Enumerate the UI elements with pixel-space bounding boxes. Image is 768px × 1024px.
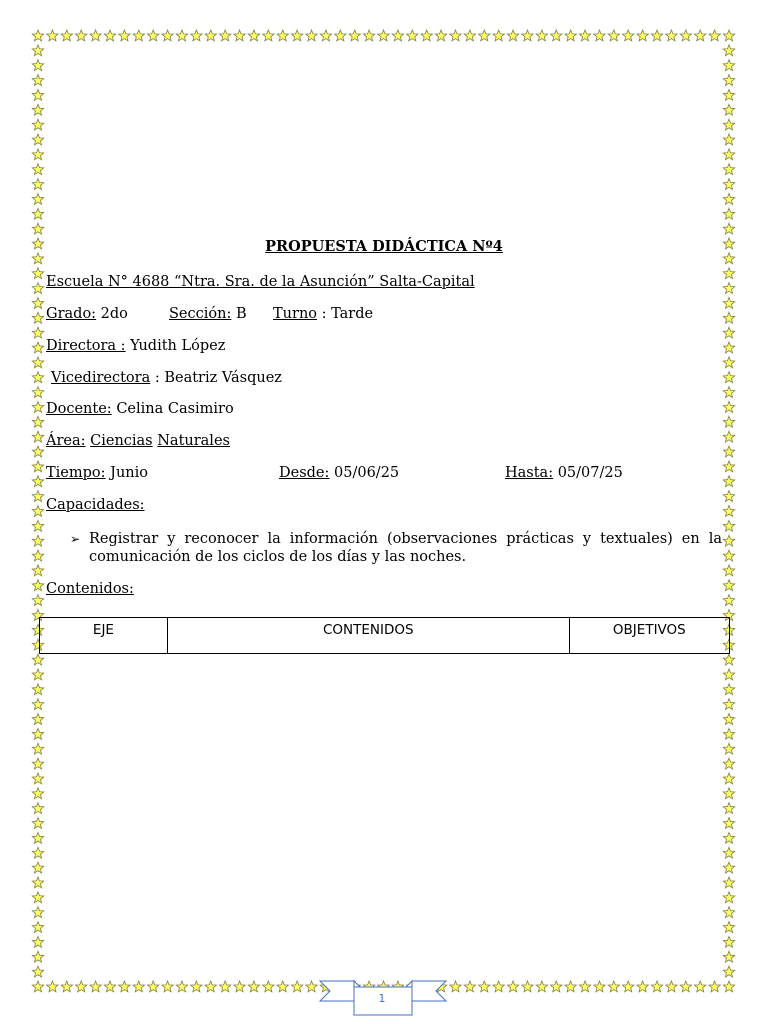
- star-icon: [680, 30, 691, 41]
- star-icon: [723, 431, 734, 442]
- star-icon: [623, 30, 634, 41]
- star-icon: [723, 327, 734, 338]
- star-icon: [723, 862, 734, 873]
- star-icon: [723, 223, 734, 234]
- star-icon: [205, 981, 216, 992]
- star-icon: [695, 981, 706, 992]
- star-icon: [291, 981, 302, 992]
- star-icon: [32, 981, 43, 992]
- school-name: Escuela N° 4688 “Ntra. Sra. de la Asunción” Salta-Capital: [46, 274, 475, 290]
- star-icon: [723, 476, 734, 487]
- star-icon: [32, 862, 43, 873]
- star-icon: [608, 981, 619, 992]
- star-icon: [219, 30, 230, 41]
- star-icon: [32, 357, 43, 368]
- star-icon: [723, 45, 734, 56]
- star-icon: [723, 788, 734, 799]
- star-icon: [119, 30, 130, 41]
- document-title: PROPUESTA DIDÁCTICA Nº4: [265, 238, 503, 255]
- capacidades-text: Registrar y reconocer la información (observaciones prácticas y textuales) en la comunicación de los ciclos de los días y las noches.: [89, 531, 722, 565]
- star-icon: [723, 506, 734, 517]
- star-icon: [32, 550, 43, 561]
- star-icon: [32, 580, 43, 591]
- star-icon: [723, 372, 734, 383]
- star-icon: [133, 30, 144, 41]
- star-icon: [522, 981, 533, 992]
- star-icon: [32, 788, 43, 799]
- star-icon: [234, 30, 245, 41]
- star-icon: [32, 416, 43, 427]
- star-icon: [464, 30, 475, 41]
- area-line: [46, 433, 230, 449]
- star-icon: [723, 803, 734, 814]
- area-value-1: Ciencias: [90, 433, 153, 449]
- star-icon: [176, 981, 187, 992]
- star-icon: [61, 30, 72, 41]
- desde-label: Desde:: [279, 465, 330, 481]
- star-icon: [723, 699, 734, 710]
- star-icon: [277, 30, 288, 41]
- star-icon: [32, 119, 43, 130]
- star-icon: [32, 491, 43, 502]
- turno-line: [273, 306, 373, 322]
- star-icon: [723, 193, 734, 204]
- grado-line: [46, 306, 128, 322]
- star-icon: [479, 30, 490, 41]
- star-icon: [407, 30, 418, 41]
- star-icon: [90, 981, 101, 992]
- star-icon: [723, 922, 734, 933]
- vicedirectora-label: Vicedirectora: [51, 370, 151, 386]
- star-icon: [263, 981, 274, 992]
- star-icon: [263, 30, 274, 41]
- star-icon: [637, 30, 648, 41]
- contenidos-table: [39, 617, 730, 654]
- star-icon: [723, 818, 734, 829]
- star-icon: [320, 30, 331, 41]
- star-icon: [147, 30, 158, 41]
- star-icon: [392, 30, 403, 41]
- star-icon: [421, 30, 432, 41]
- star-icon: [723, 520, 734, 531]
- arrowhead-bullet-icon: ➢: [70, 532, 81, 546]
- tiempo-line: [46, 465, 148, 481]
- star-icon: [32, 877, 43, 888]
- star-icon: [32, 669, 43, 680]
- star-icon: [119, 981, 130, 992]
- star-icon: [32, 89, 43, 100]
- hasta-label: Hasta:: [505, 465, 554, 481]
- star-icon: [32, 728, 43, 739]
- table-header-objetivos: OBJETIVOS: [569, 618, 729, 654]
- star-icon: [32, 847, 43, 858]
- star-icon: [363, 30, 374, 41]
- star-icon: [723, 268, 734, 279]
- star-icon: [32, 401, 43, 412]
- star-icon: [335, 30, 346, 41]
- directora-label: Directora :: [46, 338, 126, 354]
- star-icon: [32, 654, 43, 665]
- star-icon: [723, 847, 734, 858]
- capacidades-line: [46, 497, 145, 513]
- star-icon: [723, 134, 734, 145]
- tiempo-value: Junio: [110, 465, 149, 481]
- star-icon: [493, 30, 504, 41]
- star-icon: [32, 565, 43, 576]
- star-icon: [435, 30, 446, 41]
- grado-value: 2do: [100, 306, 128, 322]
- star-icon: [723, 550, 734, 561]
- star-icon: [594, 30, 605, 41]
- star-icon: [291, 30, 302, 41]
- star-icon: [464, 981, 475, 992]
- star-icon: [536, 30, 547, 41]
- star-icon: [47, 981, 58, 992]
- star-icon: [61, 981, 72, 992]
- star-icon: [666, 30, 677, 41]
- star-icon: [162, 30, 173, 41]
- star-icon: [32, 520, 43, 531]
- star-icon: [32, 179, 43, 190]
- star-icon: [709, 30, 720, 41]
- turno-label: Turno: [273, 306, 318, 322]
- star-icon: [32, 535, 43, 546]
- star-icon: [551, 981, 562, 992]
- star-icon: [32, 922, 43, 933]
- star-icon: [32, 803, 43, 814]
- star-icon: [479, 981, 490, 992]
- star-icon: [723, 75, 734, 86]
- star-icon: [306, 981, 317, 992]
- star-icon: [723, 981, 734, 992]
- star-icon: [723, 966, 734, 977]
- star-icon: [205, 30, 216, 41]
- star-icon: [723, 446, 734, 457]
- star-icon: [32, 966, 43, 977]
- star-icon: [32, 818, 43, 829]
- vicedirectora-line: [51, 370, 282, 386]
- star-icon: [104, 981, 115, 992]
- turno-value: : Tarde: [321, 306, 374, 322]
- star-icon: [32, 832, 43, 843]
- directora-line: [46, 338, 225, 354]
- star-icon: [723, 461, 734, 472]
- star-icon: [234, 981, 245, 992]
- star-icon: [565, 981, 576, 992]
- star-icon: [32, 714, 43, 725]
- table-header-eje: EJE: [40, 618, 168, 654]
- star-icon: [608, 30, 619, 41]
- star-icon: [723, 104, 734, 115]
- star-icon: [522, 30, 533, 41]
- seccion-value: B: [235, 306, 247, 322]
- star-icon: [32, 773, 43, 784]
- star-icon: [723, 743, 734, 754]
- star-icon: [176, 30, 187, 41]
- page-number: 1: [378, 992, 386, 1005]
- desde-value: 05/06/25: [334, 465, 400, 481]
- star-icon: [695, 30, 706, 41]
- star-icon: [32, 506, 43, 517]
- star-icon: [32, 387, 43, 398]
- star-icon: [32, 149, 43, 160]
- star-icon: [32, 758, 43, 769]
- star-icon: [723, 669, 734, 680]
- star-icon: [32, 595, 43, 606]
- star-icon: [723, 907, 734, 918]
- directora-value: Yudith López: [130, 338, 226, 354]
- star-icon: [32, 951, 43, 962]
- table-header-row: [40, 618, 730, 654]
- star-icon: [32, 936, 43, 947]
- star-icon: [162, 981, 173, 992]
- grado-label: Grado:: [46, 306, 97, 322]
- seccion-label: Sección:: [169, 306, 232, 322]
- star-icon: [32, 134, 43, 145]
- hasta-line: [505, 465, 623, 481]
- star-icon: [723, 832, 734, 843]
- star-icon: [723, 387, 734, 398]
- star-icon: [723, 535, 734, 546]
- star-icon: [723, 951, 734, 962]
- docente-value: Celina Casimiro: [116, 401, 234, 417]
- seccion-line: [169, 306, 247, 322]
- capacidades-list-item: [70, 530, 722, 566]
- docente-line: [46, 401, 234, 417]
- capacidades-label: Capacidades:: [46, 497, 145, 513]
- star-icon: [723, 728, 734, 739]
- star-icon: [723, 565, 734, 576]
- star-icon: [32, 283, 43, 294]
- star-icon: [32, 75, 43, 86]
- star-icon: [723, 89, 734, 100]
- hasta-value: 05/07/25: [557, 465, 623, 481]
- star-icon: [723, 491, 734, 502]
- star-icon: [32, 372, 43, 383]
- tiempo-label: Tiempo:: [46, 465, 106, 481]
- star-icon: [536, 981, 547, 992]
- star-icon: [723, 684, 734, 695]
- star-icon: [191, 30, 202, 41]
- star-icon: [723, 580, 734, 591]
- star-icon: [623, 981, 634, 992]
- star-icon: [75, 981, 86, 992]
- star-icon: [666, 981, 677, 992]
- star-icon: [637, 981, 648, 992]
- star-icon: [32, 208, 43, 219]
- star-icon: [709, 981, 720, 992]
- star-icon: [32, 164, 43, 175]
- star-icon: [723, 758, 734, 769]
- star-icon: [32, 892, 43, 903]
- star-icon: [723, 654, 734, 665]
- star-icon: [723, 416, 734, 427]
- star-icon: [723, 283, 734, 294]
- star-icon: [723, 773, 734, 784]
- star-icon: [32, 684, 43, 695]
- star-icon: [277, 981, 288, 992]
- table-header-contenidos: CONTENIDOS: [167, 618, 569, 654]
- star-icon: [32, 193, 43, 204]
- star-icon: [723, 714, 734, 725]
- star-icon: [723, 401, 734, 412]
- star-icon: [507, 30, 518, 41]
- star-icon: [723, 357, 734, 368]
- star-icon: [594, 981, 605, 992]
- star-icon: [248, 981, 259, 992]
- star-icon: [493, 981, 504, 992]
- star-icon: [723, 877, 734, 888]
- star-icon: [32, 297, 43, 308]
- star-icon: [378, 30, 389, 41]
- star-icon: [248, 30, 259, 41]
- star-icon: [32, 104, 43, 115]
- star-icon: [651, 30, 662, 41]
- star-icon: [32, 743, 43, 754]
- star-icon: [147, 981, 158, 992]
- star-icon: [723, 892, 734, 903]
- star-icon: [32, 476, 43, 487]
- star-icon: [723, 149, 734, 160]
- star-icon: [723, 342, 734, 353]
- star-icon: [579, 981, 590, 992]
- star-icon: [651, 981, 662, 992]
- area-value-2: Naturales: [157, 433, 230, 449]
- contenidos-line: [46, 581, 134, 597]
- desde-line: [279, 465, 399, 481]
- star-icon: [680, 981, 691, 992]
- star-icon: [723, 179, 734, 190]
- area-label: Área:: [46, 433, 86, 449]
- star-icon: [32, 446, 43, 457]
- star-icon: [191, 981, 202, 992]
- star-icon: [75, 30, 86, 41]
- star-icon: [47, 30, 58, 41]
- star-icon: [723, 312, 734, 323]
- star-icon: [450, 981, 461, 992]
- star-icon: [32, 45, 43, 56]
- star-icon: [306, 30, 317, 41]
- docente-label: Docente:: [46, 401, 112, 417]
- star-icon: [565, 30, 576, 41]
- star-icon: [90, 30, 101, 41]
- star-icon: [32, 268, 43, 279]
- star-icon: [32, 30, 43, 41]
- star-icon: [507, 981, 518, 992]
- star-icon: [32, 907, 43, 918]
- star-icon: [579, 30, 590, 41]
- star-icon: [32, 431, 43, 442]
- star-icon: [104, 30, 115, 41]
- star-icon: [723, 208, 734, 219]
- star-icon: [32, 327, 43, 338]
- star-icon: [32, 461, 43, 472]
- star-icon: [723, 164, 734, 175]
- star-icon: [723, 119, 734, 130]
- star-icon: [32, 223, 43, 234]
- star-icon: [32, 342, 43, 353]
- star-icon: [219, 981, 230, 992]
- star-icon: [32, 312, 43, 323]
- star-icon: [723, 60, 734, 71]
- star-icon: [723, 936, 734, 947]
- star-icon: [723, 297, 734, 308]
- vicedirectora-value: : Beatriz Vásquez: [154, 370, 282, 386]
- star-icon: [450, 30, 461, 41]
- school-line: [46, 274, 475, 290]
- star-icon: [723, 595, 734, 606]
- star-icon: [133, 981, 144, 992]
- star-icon: [32, 699, 43, 710]
- star-icon: [349, 30, 360, 41]
- contenidos-label: Contenidos:: [46, 581, 134, 597]
- star-icon: [723, 30, 734, 41]
- star-icon: [551, 30, 562, 41]
- star-icon: [32, 60, 43, 71]
